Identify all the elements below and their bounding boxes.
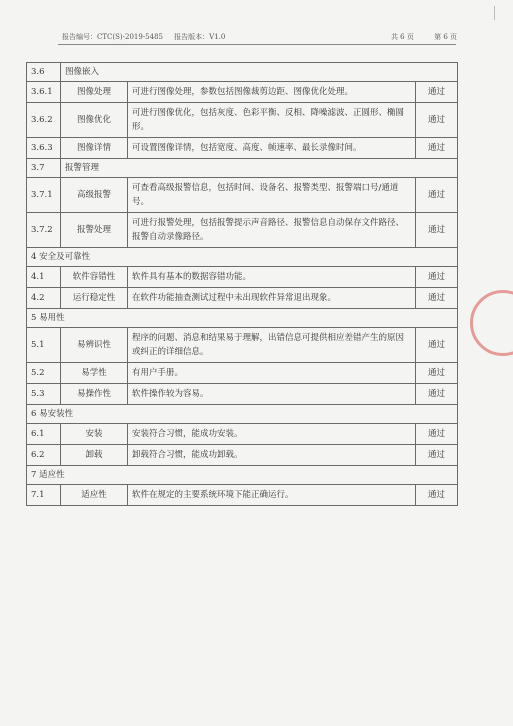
item-id: 3.6.2 bbox=[27, 103, 61, 138]
item-result: 通过 bbox=[416, 103, 458, 138]
table-row bbox=[27, 82, 458, 103]
category-title: 5 易用性 bbox=[27, 309, 458, 328]
item-name: 运行稳定性 bbox=[61, 288, 128, 309]
item-description: 软件具有基本的数据容错功能。 bbox=[128, 267, 416, 288]
report-number: 报告编号：CTC(S)-2019-5485 bbox=[62, 33, 163, 41]
page-header bbox=[62, 32, 457, 42]
item-description: 可进行图像处理，参数包括图像裁剪边距、图像优化处理。 bbox=[128, 82, 416, 103]
item-id: 4.2 bbox=[27, 288, 61, 309]
table-row bbox=[27, 178, 458, 213]
page-number: 第 6 页 bbox=[434, 33, 457, 41]
item-result: 通过 bbox=[416, 178, 458, 213]
item-result: 通过 bbox=[416, 328, 458, 363]
item-id: 3.6.3 bbox=[27, 138, 61, 159]
category-title: 6 易安装性 bbox=[27, 405, 458, 424]
section-title: 报警管理 bbox=[61, 159, 458, 178]
table-row bbox=[27, 138, 458, 159]
category-row bbox=[27, 466, 458, 485]
section-id: 3.6 bbox=[27, 63, 61, 82]
header-left bbox=[62, 32, 225, 42]
item-name: 安装 bbox=[61, 424, 128, 445]
item-description: 卸载符合习惯，能成功卸载。 bbox=[128, 445, 416, 466]
item-name: 图像处理 bbox=[61, 82, 128, 103]
item-name: 高级报警 bbox=[61, 178, 128, 213]
item-description: 安装符合习惯，能成功安装。 bbox=[128, 424, 416, 445]
category-row bbox=[27, 405, 458, 424]
test-results-table bbox=[26, 62, 458, 506]
item-id: 5.3 bbox=[27, 384, 61, 405]
item-description: 有用户手册。 bbox=[128, 363, 416, 384]
item-id: 6.2 bbox=[27, 445, 61, 466]
header-divider bbox=[58, 44, 456, 45]
item-id: 5.1 bbox=[27, 328, 61, 363]
item-id: 3.7.1 bbox=[27, 178, 61, 213]
page-corner-mark bbox=[494, 6, 503, 20]
section-row bbox=[27, 159, 458, 178]
item-name: 易辨识性 bbox=[61, 328, 128, 363]
category-row bbox=[27, 309, 458, 328]
item-description: 在软件功能抽查测试过程中未出现软件异常退出现象。 bbox=[128, 288, 416, 309]
item-name: 适应性 bbox=[61, 485, 128, 506]
item-result: 通过 bbox=[416, 82, 458, 103]
item-name: 卸载 bbox=[61, 445, 128, 466]
item-id: 6.1 bbox=[27, 424, 61, 445]
table-row bbox=[27, 103, 458, 138]
table-row bbox=[27, 384, 458, 405]
table-row bbox=[27, 328, 458, 363]
table-row bbox=[27, 445, 458, 466]
item-result: 通过 bbox=[416, 213, 458, 248]
item-name: 图像详情 bbox=[61, 138, 128, 159]
item-result: 通过 bbox=[416, 424, 458, 445]
item-result: 通过 bbox=[416, 267, 458, 288]
section-id: 3.7 bbox=[27, 159, 61, 178]
category-title: 4 安全及可靠性 bbox=[27, 248, 458, 267]
table-row bbox=[27, 424, 458, 445]
header-right bbox=[373, 32, 457, 42]
total-pages: 共 6 页 bbox=[390, 33, 414, 41]
item-result: 通过 bbox=[416, 485, 458, 506]
item-id: 3.6.1 bbox=[27, 82, 61, 103]
item-id: 4.1 bbox=[27, 267, 61, 288]
report-version: 报告版本：V1.0 bbox=[174, 33, 226, 41]
item-description: 可设置图像详情，包括宽度、高度、帧速率、最长录像时间。 bbox=[128, 138, 416, 159]
item-description: 可查看高级报警信息，包括时间、设备名、报警类型、报警端口号/通道号。 bbox=[128, 178, 416, 213]
item-id: 5.2 bbox=[27, 363, 61, 384]
table-row bbox=[27, 213, 458, 248]
item-result: 通过 bbox=[416, 288, 458, 309]
item-result: 通过 bbox=[416, 384, 458, 405]
category-row bbox=[27, 248, 458, 267]
item-name: 易操作性 bbox=[61, 384, 128, 405]
table-row bbox=[27, 267, 458, 288]
table-row bbox=[27, 288, 458, 309]
item-name: 易学性 bbox=[61, 363, 128, 384]
section-title: 图像嵌入 bbox=[61, 63, 458, 82]
item-name: 报警处理 bbox=[61, 213, 128, 248]
item-name: 图像优化 bbox=[61, 103, 128, 138]
item-name: 软件容错性 bbox=[61, 267, 128, 288]
item-description: 软件操作较为容易。 bbox=[128, 384, 416, 405]
item-description: 可进行图像优化，包括灰度、色彩平衡、反相、降噪滤波、正圆形、椭圆形。 bbox=[128, 103, 416, 138]
item-id: 3.7.2 bbox=[27, 213, 61, 248]
item-result: 通过 bbox=[416, 138, 458, 159]
item-description: 软件在规定的主要系统环境下能正确运行。 bbox=[128, 485, 416, 506]
item-description: 可进行报警处理，包括报警提示声音路径、报警信息自动保存文件路径、报警自动录像路径。 bbox=[128, 213, 416, 248]
item-result: 通过 bbox=[416, 363, 458, 384]
category-title: 7 适应性 bbox=[27, 466, 458, 485]
item-result: 通过 bbox=[416, 445, 458, 466]
section-row bbox=[27, 63, 458, 82]
table-row bbox=[27, 485, 458, 506]
seal-stamp-icon bbox=[470, 290, 513, 356]
item-description: 程序的问题、消息和结果易于理解，出错信息可提供相应差错产生的原因或纠正的详细信息。 bbox=[128, 328, 416, 363]
table-row bbox=[27, 363, 458, 384]
item-id: 7.1 bbox=[27, 485, 61, 506]
